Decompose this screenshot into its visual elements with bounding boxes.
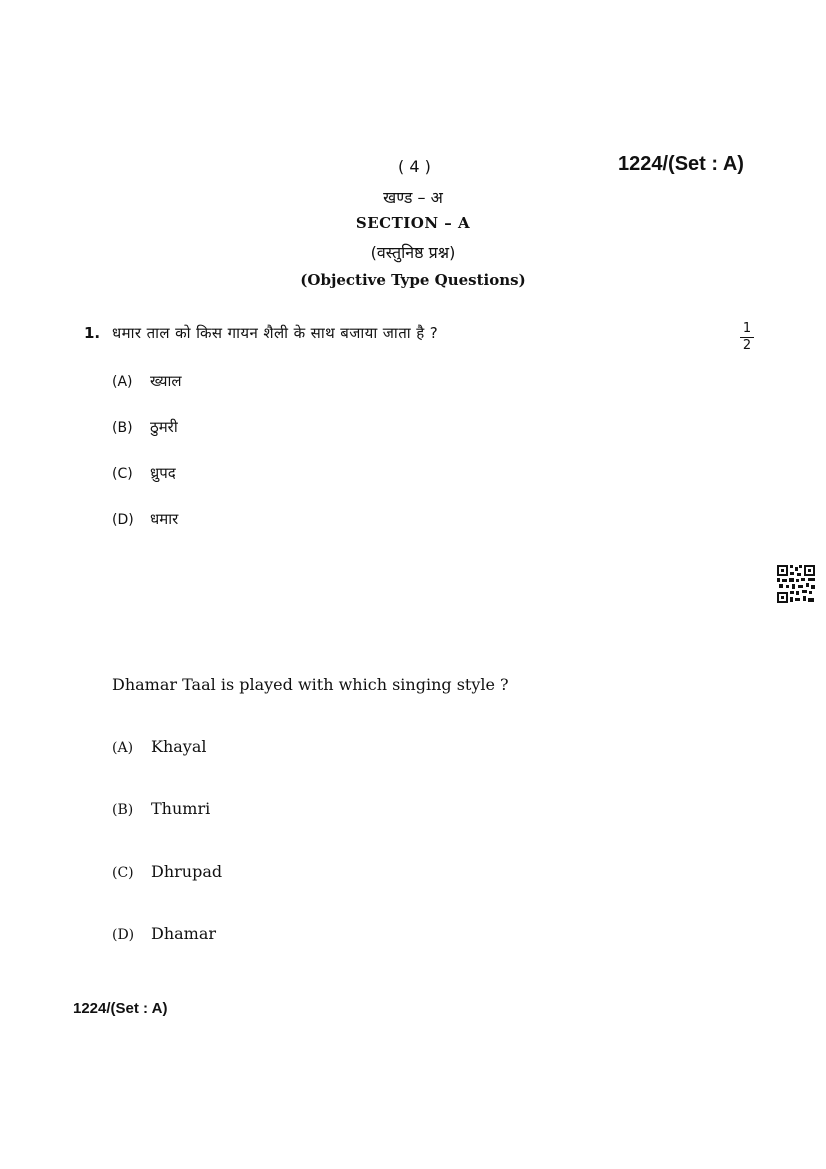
option-label: (A)	[112, 740, 134, 756]
marks-denominator: 2	[742, 338, 752, 353]
hindi-option-b	[112, 417, 178, 437]
hindi-option-d	[112, 509, 178, 529]
section-subtitle-hindi: (वस्तुनिष्ठ प्रश्न)	[370, 243, 456, 262]
question-marks	[740, 322, 754, 353]
option-text: Khayal	[151, 737, 207, 756]
option-text: ठुमरी	[150, 418, 178, 436]
paper-code-header: 1224/(Set : A)	[618, 153, 744, 175]
hindi-option-a	[112, 371, 182, 391]
question-text-hindi: धमार ताल को किस गायन शैली के साथ बजाया जाता है ?	[112, 324, 439, 342]
english-option-d	[112, 924, 216, 943]
hindi-option-c	[112, 463, 176, 483]
option-label: (A)	[112, 374, 133, 390]
english-option-c	[112, 862, 222, 881]
option-text: Dhamar	[151, 924, 217, 943]
section-title-english: SECTION – A	[355, 214, 471, 232]
option-text: धमार	[150, 510, 179, 528]
section-title-hindi: खण्ड – अ	[383, 188, 443, 207]
option-label: (B)	[112, 802, 134, 818]
paper-code-footer: 1224/(Set : A)	[73, 1000, 168, 1017]
page-number: ( 4 )	[398, 157, 431, 176]
option-label: (D)	[112, 512, 134, 528]
marks-numerator: 1	[742, 321, 752, 336]
section-subtitle-english: (Objective Type Questions)	[300, 271, 526, 289]
option-label: (B)	[112, 420, 133, 436]
option-text: ध्रुपद	[150, 464, 176, 482]
option-label: (C)	[112, 865, 134, 881]
english-option-a	[112, 737, 207, 756]
option-text: Dhrupad	[151, 862, 223, 881]
option-text: ख्याल	[150, 372, 182, 390]
english-option-b	[112, 799, 210, 818]
question-text-english: Dhamar Taal is played with which singing style ?	[112, 675, 509, 694]
option-text: Thumri	[151, 799, 211, 818]
option-label: (C)	[112, 466, 133, 482]
qr-code-icon	[776, 564, 816, 604]
question-number: 1.	[84, 324, 101, 342]
option-label: (D)	[112, 927, 135, 943]
